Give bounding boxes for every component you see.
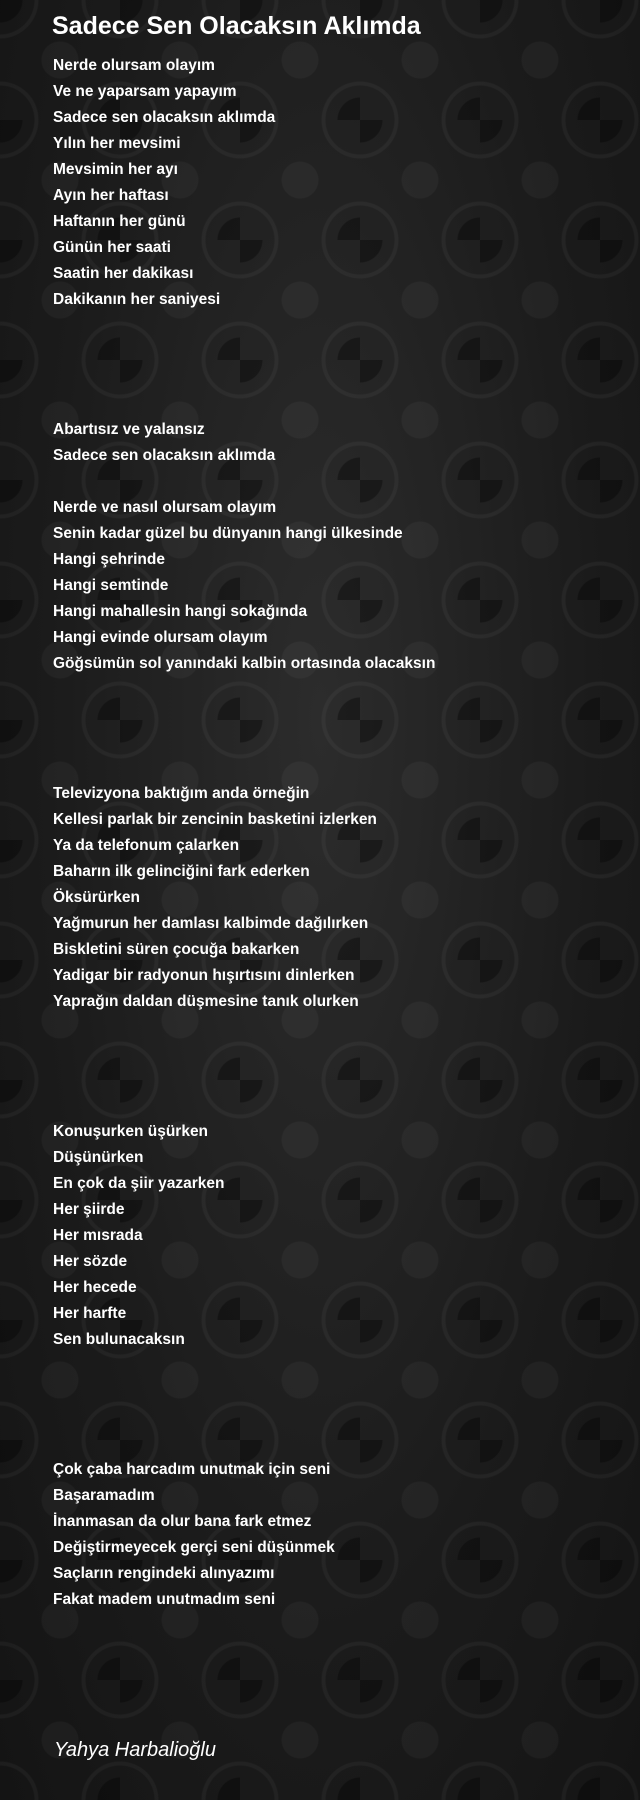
poem-line: Televizyona baktığım anda örneğin — [53, 785, 310, 802]
poem-line: En çok da şiir yazarken — [53, 1175, 225, 1192]
poem-title: Sadece Sen Olacaksın Aklımda — [52, 12, 421, 40]
poem-line: Abartısız ve yalansız — [53, 421, 205, 438]
poem-author: Yahya Harbalioğlu — [54, 1739, 216, 1761]
poem-line: Saatin her dakikası — [53, 265, 194, 282]
poem-line: Öksürürken — [53, 889, 141, 906]
poem-line: Değiştirmeyecek gerçi seni düşünmek — [53, 1539, 335, 1556]
poem-line: Haftanın her günü — [53, 213, 186, 230]
poem-line: Yaprağın daldan düşmesine tanık olurken — [53, 993, 359, 1010]
poem-line: İnanmasan da olur bana fark etmez — [53, 1513, 312, 1530]
poem-line: Ayın her haftası — [53, 187, 169, 204]
stanza — [53, 495, 623, 677]
poem-line: Fakat madem unutmadım seni — [53, 1591, 276, 1608]
stanza-gap — [53, 313, 623, 417]
stanza — [53, 1119, 623, 1353]
stanza — [53, 417, 623, 469]
poem-line: Kellesi parlak bir zencinin basketini izlerken — [53, 811, 377, 828]
stanza-gap — [53, 1015, 623, 1119]
poem-line: Yağmurun her damlası kalbimde dağılırken — [53, 915, 369, 932]
poem-line: Ve ne yaparsam yapayım — [53, 83, 237, 100]
poem-line: Günün her saati — [53, 239, 171, 256]
poem-line: Hangi evinde olursam olayım — [53, 629, 268, 646]
poem-line: Dakikanın her saniyesi — [53, 291, 221, 308]
poem-line: Hangi semtinde — [53, 577, 169, 594]
poem-line: Sadece sen olacaksın aklımda — [53, 447, 276, 464]
poem-line: Nerde ve nasıl olursam olayım — [53, 499, 277, 516]
poem-line: Baharın ilk gelinciğini fark ederken — [53, 863, 310, 880]
stanza — [53, 1457, 623, 1613]
poem-line: Çok çaba harcadım unutmak için seni — [53, 1461, 331, 1478]
poem-line: Her mısrada — [53, 1227, 143, 1244]
stanza-gap — [53, 469, 623, 495]
poem-line: Ya da telefonum çalarken — [53, 837, 240, 854]
poem-line: Mevsimin her ayı — [53, 161, 178, 178]
poem-line: Nerde olursam olayım — [53, 57, 215, 74]
stanza-gap — [53, 677, 623, 781]
poem-line: Senin kadar güzel bu dünyanın hangi ülkesinde — [53, 525, 403, 542]
poem-line: Her sözde — [53, 1253, 128, 1270]
poem-line: Hangi şehrinde — [53, 551, 165, 568]
poem-line: Konuşurken üşürken — [53, 1123, 209, 1140]
poem-line: Saçların rengindeki alınyazımı — [53, 1565, 275, 1582]
poem-line: Her harfte — [53, 1305, 127, 1322]
poem-line: Yadigar bir radyonun hışırtısını dinlerken — [53, 967, 355, 984]
poem-line: Yılın her mevsimi — [53, 135, 181, 152]
poem-line: Her şiirde — [53, 1201, 125, 1218]
stanza — [53, 53, 623, 313]
poem-line: Sen bulunacaksın — [53, 1331, 185, 1348]
poem-body — [53, 53, 623, 1613]
poem-line: Biskletini süren çocuğa bakarken — [53, 941, 300, 958]
poem-line: Başaramadım — [53, 1487, 155, 1504]
poem-line: Düşünürken — [53, 1149, 144, 1166]
poem-line: Göğsümün sol yanındaki kalbin ortasında olacaksın — [53, 655, 436, 672]
poem-line: Sadece sen olacaksın aklımda — [53, 109, 276, 126]
stanza — [53, 781, 623, 1015]
poem-line: Hangi mahallesin hangi sokağında — [53, 603, 308, 620]
stanza-gap — [53, 1353, 623, 1457]
poem-line: Her hecede — [53, 1279, 137, 1296]
